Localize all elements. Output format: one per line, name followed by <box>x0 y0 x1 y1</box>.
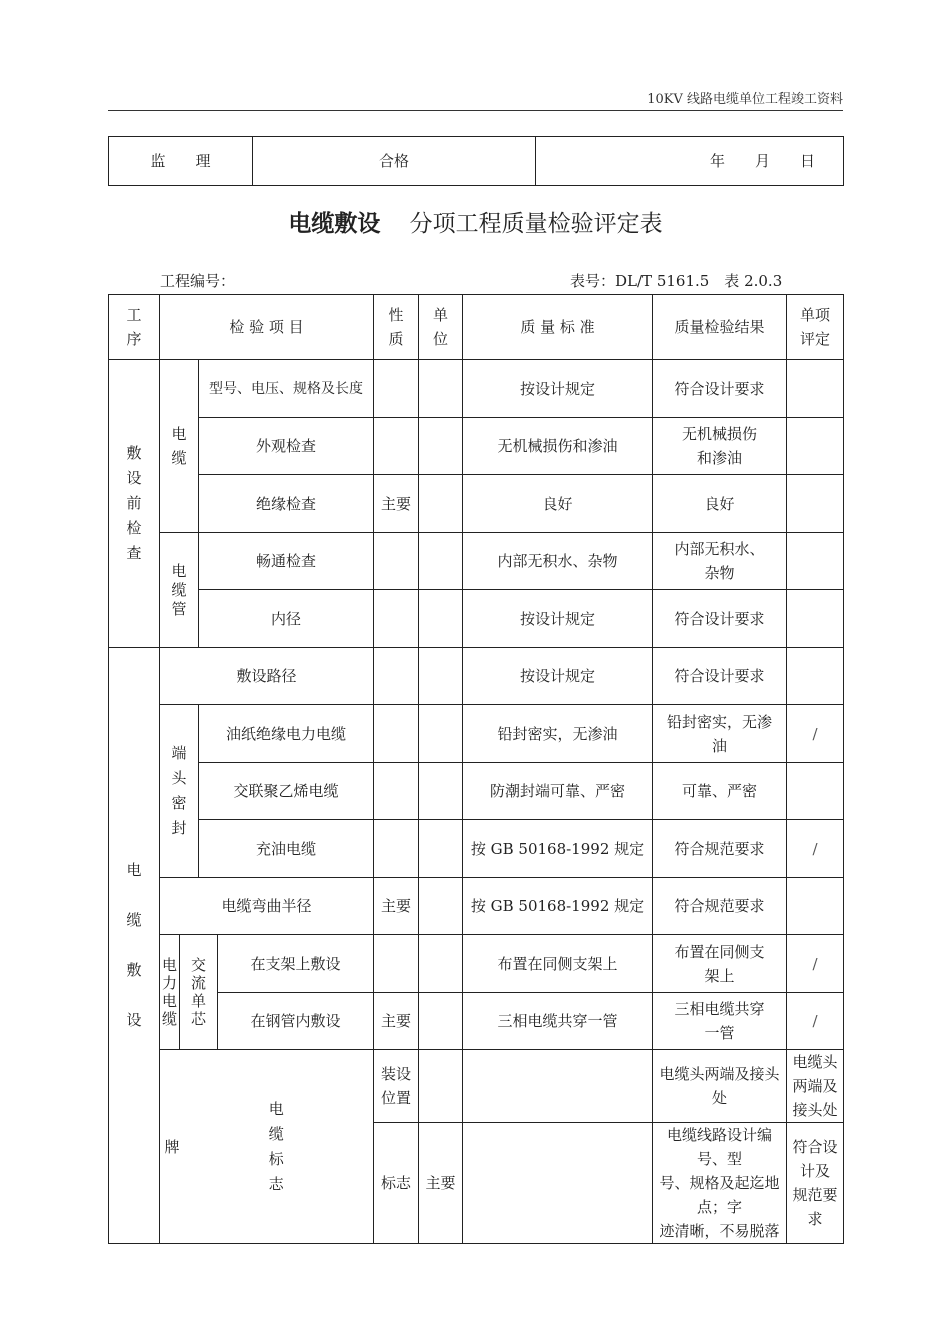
table-number: 表号：DL/T 5161.5 表 2.0.3 <box>570 272 783 290</box>
table-row <box>109 418 844 475</box>
inspection-table <box>108 294 844 1244</box>
group-cable: 电 缆 <box>160 360 199 533</box>
row-result: 符合设计要求 <box>653 648 787 705</box>
row-grade <box>787 590 844 648</box>
row-standard: 按设计规定 <box>463 590 653 648</box>
supervision-label: 监 理 <box>109 137 253 186</box>
table-row <box>109 935 844 993</box>
row-unit <box>419 935 463 993</box>
supervision-table <box>108 136 844 186</box>
row-item: 电缆弯曲半径 <box>160 878 374 935</box>
row-item: 外观检查 <box>199 418 374 475</box>
row-nature <box>419 1050 463 1123</box>
row-grade: / <box>787 705 844 763</box>
row-standard: 无机械损伤和渗油 <box>463 418 653 475</box>
row-nature <box>374 705 419 763</box>
row-nature <box>374 935 419 993</box>
table-row <box>109 820 844 878</box>
group-laying: 电 缆 敷 设 <box>109 648 160 1244</box>
row-result: 符合规范要求 <box>653 820 787 878</box>
row-result: 电缆头两端及 接头处 <box>787 1050 844 1123</box>
table-row <box>109 1050 844 1123</box>
ac-single-label: 交流单芯 <box>191 956 207 1028</box>
row-grade: / <box>787 993 844 1050</box>
row-item: 交联聚乙烯电缆 <box>199 763 374 820</box>
col-result: 质量检验结果 <box>653 295 787 360</box>
row-result: 内部无积水、 杂物 <box>653 533 787 590</box>
table-row <box>109 648 844 705</box>
row-item: 绝缘检查 <box>199 475 374 533</box>
row-nature <box>374 418 419 475</box>
row-grade <box>787 533 844 590</box>
group-terminal-seal: 端 头 密 封 <box>160 705 199 878</box>
row-nature: 主要 <box>374 878 419 935</box>
col-grade: 单项 评定 <box>787 295 844 360</box>
row-result: 铅封密实，无渗 油 <box>653 705 787 763</box>
page-title <box>108 205 843 238</box>
row-unit <box>419 705 463 763</box>
row-nature <box>374 360 419 418</box>
row-standard: 按设计规定 <box>463 648 653 705</box>
row-unit <box>419 475 463 533</box>
row-unit <box>419 993 463 1050</box>
row-standard: 三相电缆共穿一管 <box>463 993 653 1050</box>
row-nature <box>374 533 419 590</box>
row-grade <box>787 878 844 935</box>
table-row <box>109 993 844 1050</box>
row-unit <box>419 648 463 705</box>
row-nature <box>374 648 419 705</box>
row-nature <box>374 590 419 648</box>
row-nature: 主要 <box>374 993 419 1050</box>
row-grade: / <box>787 820 844 878</box>
row-nature <box>374 763 419 820</box>
row-standard: 电缆头两端及接头处 <box>653 1050 787 1123</box>
row-grade: / <box>787 935 844 993</box>
table-row <box>109 533 844 590</box>
table-row <box>109 360 844 418</box>
row-grade <box>787 475 844 533</box>
row-unit <box>419 533 463 590</box>
group-cable-pipe: 电 缆 管 <box>160 533 199 648</box>
row-nature: 主要 <box>374 475 419 533</box>
header-row <box>109 295 844 360</box>
row-standard: 按 GB 50168-1992 规定 <box>463 878 653 935</box>
row-unit <box>463 1050 653 1123</box>
row-item: 敷设路径 <box>160 648 374 705</box>
plate-label: 牌 <box>164 1137 180 1156</box>
row-standard: 按设计规定 <box>463 360 653 418</box>
table-row <box>109 763 844 820</box>
row-standard: 铅封密实，无渗油 <box>463 705 653 763</box>
row-result: 可靠、严密 <box>653 763 787 820</box>
project-number-label: 工程编号： <box>160 272 236 290</box>
row-standard: 良好 <box>463 475 653 533</box>
row-item: 装设位置 <box>374 1050 419 1123</box>
row-nature: 主要 <box>419 1123 463 1244</box>
row-result: 符合设计要求 <box>653 590 787 648</box>
row-result: 布置在同侧支 架上 <box>653 935 787 993</box>
table-row <box>109 878 844 935</box>
row-result: 良好 <box>653 475 787 533</box>
col-item: 检 验 项 目 <box>160 295 374 360</box>
col-process: 工 序 <box>109 295 160 360</box>
col-unit: 单 位 <box>419 295 463 360</box>
row-unit <box>419 763 463 820</box>
title-rest: 分项工程质量检验评定表 <box>409 211 663 237</box>
row-unit <box>463 1123 653 1244</box>
title-bold: 电缆敷设 <box>288 211 381 237</box>
row-standard: 按 GB 50168-1992 规定 <box>463 820 653 878</box>
group-plate <box>160 1050 180 1244</box>
row-item: 在支架上敷设 <box>218 935 374 993</box>
row-item: 内径 <box>199 590 374 648</box>
row-item: 充油电缆 <box>199 820 374 878</box>
row-grade <box>787 763 844 820</box>
row-unit <box>419 360 463 418</box>
row-standard: 电缆线路设计编号、型 号、规格及起迄地点；字 迹清晰，不易脱落 <box>653 1123 787 1244</box>
row-item: 油纸绝缘电力电缆 <box>199 705 374 763</box>
row-standard: 内部无积水、杂物 <box>463 533 653 590</box>
col-standard: 质 量 标 准 <box>463 295 653 360</box>
row-unit <box>419 820 463 878</box>
row-item: 型号、电压、规格及长度 <box>199 360 374 418</box>
table-row <box>109 705 844 763</box>
row-result: 符合设计要求 <box>653 360 787 418</box>
supervision-result: 合格 <box>253 137 536 186</box>
row-unit <box>419 590 463 648</box>
row-result: 三相电缆共穿 一管 <box>653 993 787 1050</box>
group-cable-mark: 电 缆 标 志 <box>180 1050 374 1244</box>
row-result: 符合规范要求 <box>653 878 787 935</box>
group-pre-check: 敷 设 前 检 查 <box>109 360 160 648</box>
header-divider <box>108 110 843 111</box>
row-grade <box>787 648 844 705</box>
row-item: 在钢管内敷设 <box>218 993 374 1050</box>
group-power-cable <box>160 935 180 1050</box>
supervision-date: 年 月 日 <box>536 137 844 186</box>
document-header: 10KV 线路电缆单位工程竣工资料 <box>647 92 843 107</box>
row-standard: 布置在同侧支架上 <box>463 935 653 993</box>
row-grade <box>787 360 844 418</box>
row-item: 标志 <box>374 1123 419 1244</box>
row-unit <box>419 878 463 935</box>
group-ac-single <box>180 935 218 1050</box>
row-result: 符合设计及 规范要求 <box>787 1123 844 1244</box>
row-unit <box>419 418 463 475</box>
row-grade <box>787 418 844 475</box>
table-row <box>109 475 844 533</box>
row-result: 无机械损伤 和渗油 <box>653 418 787 475</box>
table-row <box>109 590 844 648</box>
col-nature: 性 质 <box>374 295 419 360</box>
power-cable-label: 电力电缆 <box>162 956 178 1028</box>
row-item: 畅通检查 <box>199 533 374 590</box>
row-nature <box>374 820 419 878</box>
row-standard: 防潮封端可靠、严密 <box>463 763 653 820</box>
